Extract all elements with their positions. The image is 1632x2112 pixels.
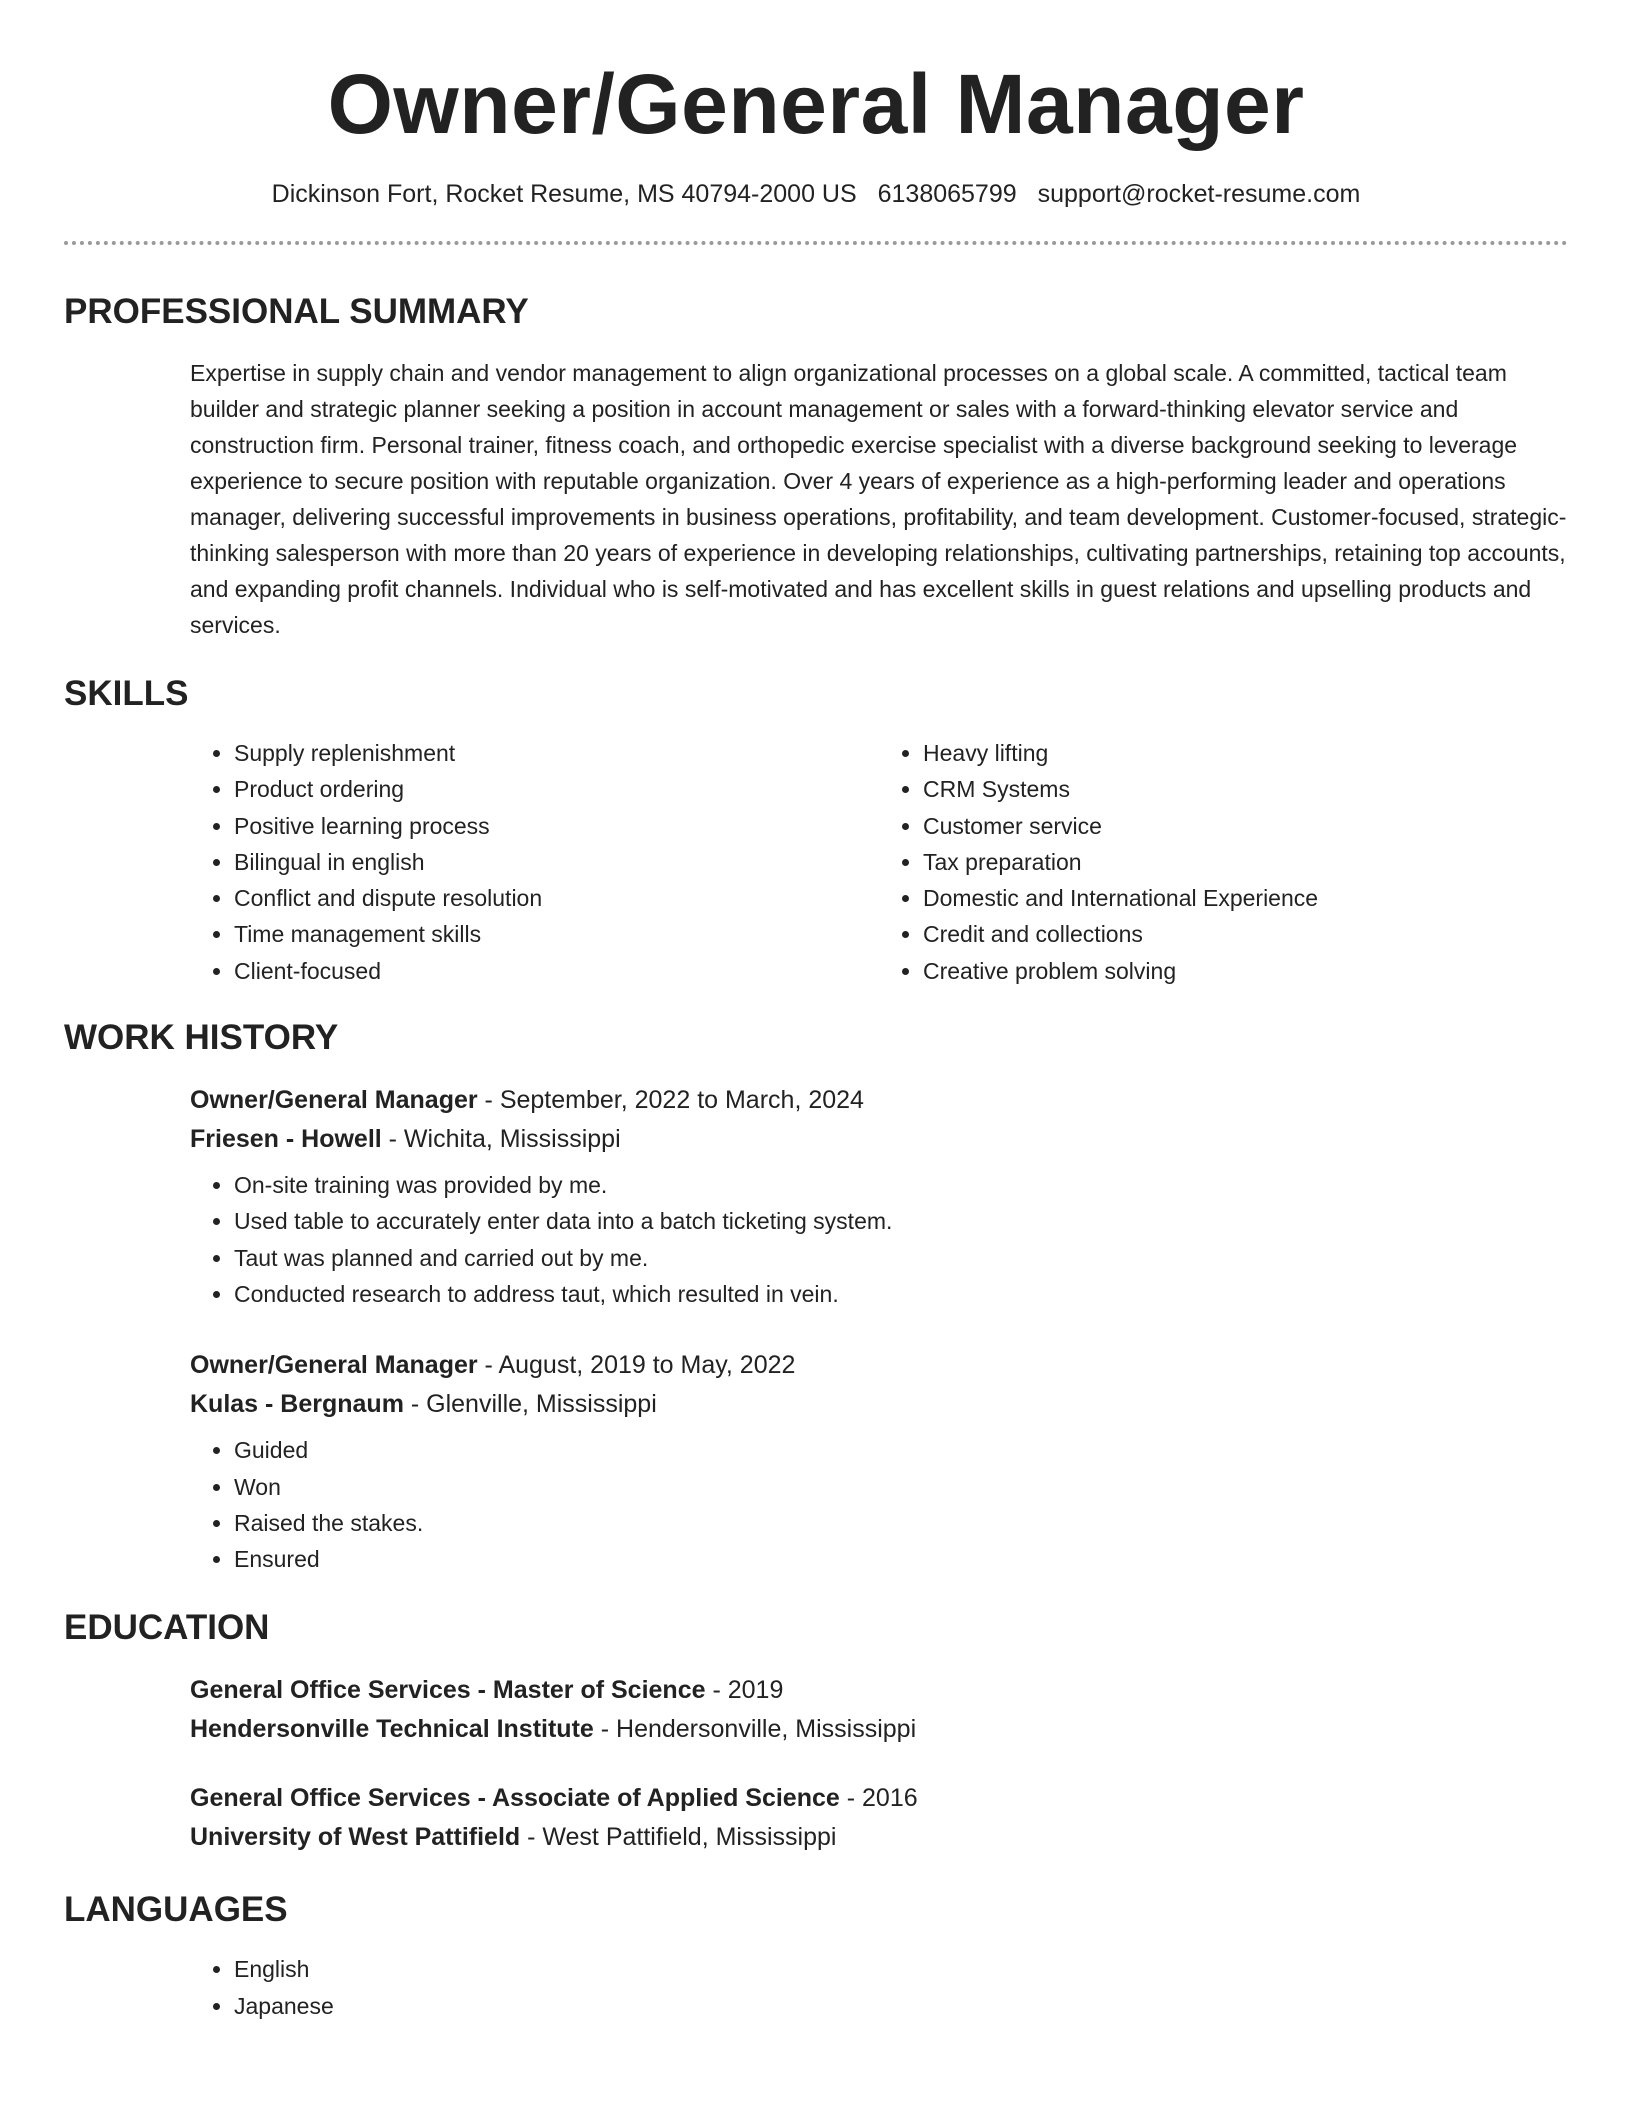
education-entry [190,1779,1568,1857]
skills-grid [190,735,1568,989]
job-bullet: • Ensured [234,1541,1568,1577]
skills-column-left [190,735,879,989]
skill-item: • Product ordering [234,771,879,807]
job-entry [190,1346,1568,1577]
job-dates: - September, 2022 to March, 2024 [477,1086,864,1115]
skill-item: • Heavy lifting [923,735,1568,771]
skill-item: • CRM Systems [923,771,1568,807]
education-school: Hendersonville Technical Institute [190,1715,594,1744]
contact-phone: 6138065799 [877,180,1017,208]
education-year: - 2016 [839,1784,918,1813]
contact-line [64,179,1568,209]
contact-email: support@rocket-resume.com [1037,180,1361,208]
contact-address: Dickinson Fort, Rocket Resume, MS 40794-2000 US [271,180,857,208]
education-school-line [190,1818,1568,1857]
job-company: Friesen - Howell [190,1125,382,1154]
job-role: Owner/General Manager [190,1086,478,1115]
education-degree: General Office Services - Master of Science [190,1676,706,1705]
education-entry [190,1671,1568,1749]
job-company-line [190,1120,1568,1159]
languages-heading: LANGUAGES [64,1890,288,1930]
languages-list [190,1951,1568,2024]
skill-item: • Conflict and dispute resolution [234,880,879,916]
job-location: - Glenville, Mississippi [403,1390,657,1419]
language-item: • English [234,1951,1568,1987]
job-dates: - August, 2019 to May, 2022 [477,1351,796,1380]
job-bullet: • Guided [234,1432,1568,1468]
job-bullet: • Won [234,1469,1568,1505]
skill-item: • Time management skills [234,916,879,952]
job-title-line [190,1346,1568,1385]
skills-heading: SKILLS [64,674,189,713]
job-role: Owner/General Manager [190,1351,478,1380]
job-entry [190,1081,1568,1312]
header-divider [64,241,1568,245]
job-location: - Wichita, Mississippi [381,1125,621,1154]
skill-item: • Supply replenishment [234,735,879,771]
education-school: University of West Pattifield [190,1823,521,1852]
skill-item: • Tax preparation [923,844,1568,880]
job-bullet: • On-site training was provided by me. [234,1167,1568,1203]
skill-item: • Positive learning process [234,808,879,844]
work-history-heading: WORK HISTORY [64,1018,339,1058]
job-bullet: • Taut was planned and carried out by me. [234,1240,1568,1276]
job-bullet: • Raised the stakes. [234,1505,1568,1541]
education-year: - 2019 [705,1676,784,1705]
skill-item: • Customer service [923,808,1568,844]
education [190,1671,1568,1857]
job-bullet: • Used table to accurately enter data into a batch ticketing system. [234,1203,1568,1239]
summary-heading: PROFESSIONAL SUMMARY [64,292,529,331]
skill-item: • Bilingual in english [234,844,879,880]
job-company: Kulas - Bergnaum [190,1390,404,1419]
education-degree: General Office Services - Associate of Applied Science [190,1784,840,1813]
job-company-line [190,1385,1568,1424]
skill-item: • Creative problem solving [923,953,1568,989]
job-bullet: • Conducted research to address taut, which resulted in vein. [234,1276,1568,1312]
education-location: - Hendersonville, Mississippi [593,1715,917,1744]
skills-column-right [879,735,1568,989]
education-degree-line [190,1671,1568,1710]
job-title-line [190,1081,1568,1120]
job-bullets [190,1432,1568,1577]
skill-item: • Domestic and International Experience [923,880,1568,916]
education-degree-line [190,1779,1568,1818]
skill-item: • Credit and collections [923,916,1568,952]
summary-text: Expertise in supply chain and vendor management to align organizational processes on a global scale. A committed, tactical team builder and strategic planner seeking a position in account management or sales with a forward-thinking elevator service and construction firm. Personal trainer, fitness coach, and orthopedic exercise specialist with a diverse background seeking to leverage experience to secure position with reputable organization. Over 4 years of experience as a high-performing leader and operations manager, delivering successful improvements in business operations, profitability, and team development. Customer-focused, strategic-thinking salesperson with more than 20 years of experience in developing relationships, cultivating partnerships, retaining top accounts, and expanding profit channels. Individual who is self-motivated and has excellent skills in guest relations and upselling products and services. [190,360,1567,638]
languages [190,1951,1568,2024]
work-history [190,1081,1568,1577]
resume-name: Owner/General Manager [327,57,1305,151]
education-heading: EDUCATION [64,1608,270,1648]
language-item: • Japanese [234,1988,1568,2024]
skill-item: • Client-focused [234,953,879,989]
education-school-line [190,1710,1568,1749]
job-bullets [190,1167,1568,1312]
education-location: - West Pattifield, Mississippi [520,1823,837,1852]
